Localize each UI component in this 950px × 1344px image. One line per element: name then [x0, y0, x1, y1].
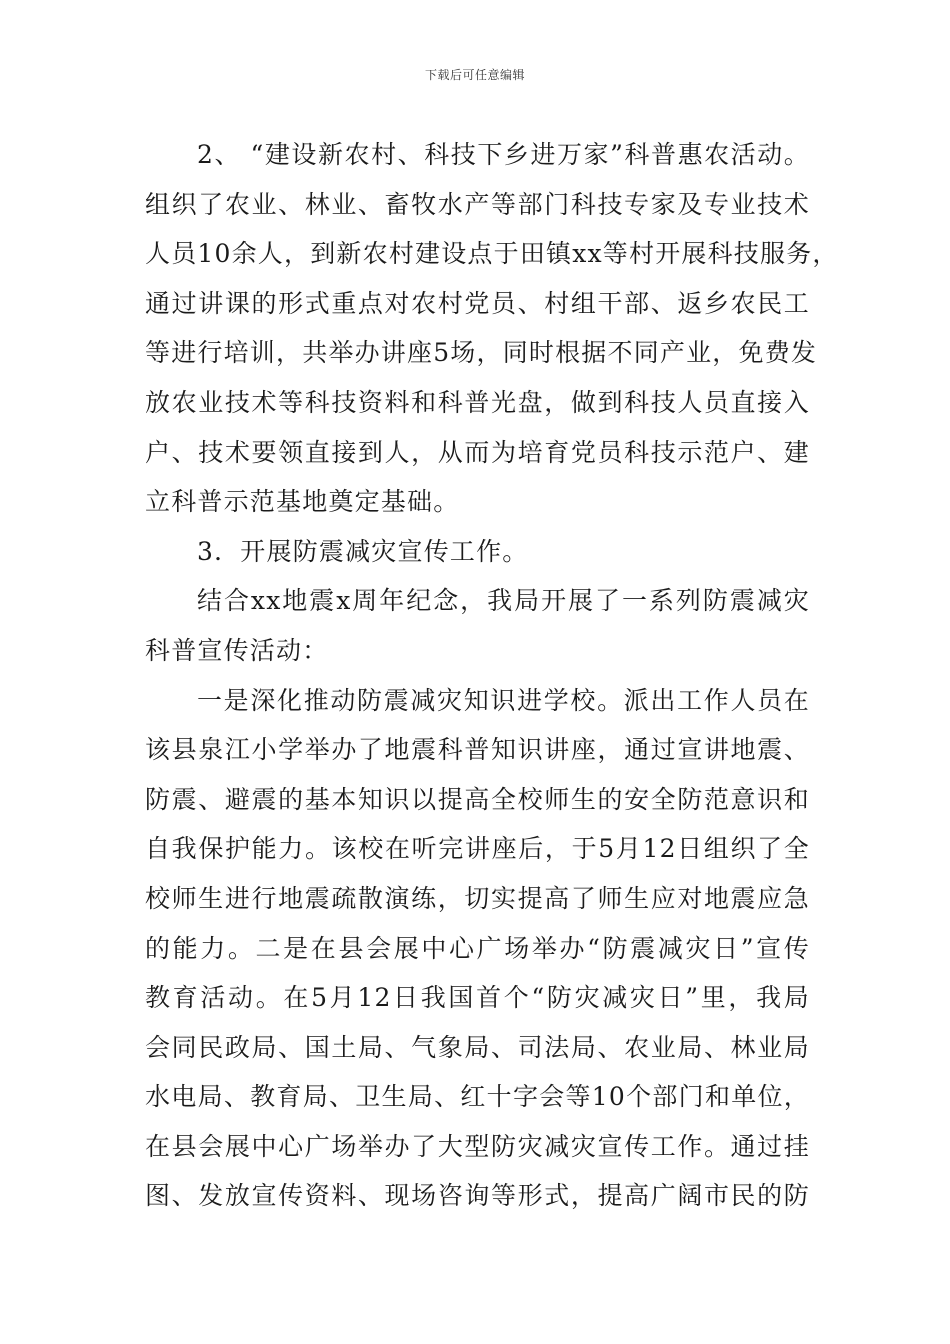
paragraph-line: 2、 “建设新农村、科技下乡进万家”科普惠农活动。: [197, 140, 810, 169]
paragraph-line: 放农业技术等科技资料和科普光盘，做到科技人员直接入: [145, 387, 810, 417]
section-heading: 3．开展防震减灾宣传工作。: [197, 536, 529, 566]
paragraph-line: 户、技术要领直接到人，从而为培育党员科技示范户、建: [145, 437, 810, 467]
page-header: 下载后可任意编辑: [424, 68, 525, 82]
document-body: [145, 130, 839, 1221]
paragraph-line: 自我保护能力。该校在听完讲座后，于5月12日组织了全: [145, 834, 810, 864]
paragraph-line: 人员10余人，到新农村建设点于田镇xx等村开展科技服务，: [145, 239, 839, 269]
paragraph-line: 结合xx地震x周年纪念，我局开展了一系列防震减灾: [197, 586, 810, 616]
paragraph-line: 在县会展中心广场举办了大型防灾减灾宣传工作。通过挂: [145, 1131, 810, 1161]
paragraph-line: 防震、避震的基本知识以提高全校师生的安全防范意识和: [145, 784, 810, 814]
paragraph-line: 教育活动。在5月12日我国首个“防灾减灾日”里，我局: [145, 983, 810, 1013]
paragraph-line: 校师生进行地震疏散演练，切实提高了师生应对地震应急: [145, 883, 810, 913]
paragraph-line: 等进行培训，共举办讲座5场，同时根据不同产业，免费发: [145, 338, 818, 368]
paragraph-line: 组织了农业、林业、畜牧水产等部门科技专家及专业技术: [145, 189, 810, 219]
paragraph-line: 科普宣传活动：: [145, 635, 329, 665]
paragraph-line: 该县泉江小学举办了地震科普知识讲座，通过宣讲地震、: [145, 735, 810, 765]
paragraph-line: 立科普示范基地奠定基础。: [145, 487, 460, 517]
paragraph-line: 图、发放宣传资料、现场咨询等形式，提高广阔市民的防: [145, 1181, 810, 1211]
paragraph-line: 通过讲课的形式重点对农村党员、村组干部、返乡农民工: [145, 288, 810, 318]
paragraph-line: 一是深化推动防震减灾知识进学校。派出工作人员在: [197, 685, 810, 715]
paragraph-line: 会同民政局、国土局、气象局、司法局、农业局、林业局: [145, 1032, 810, 1062]
paragraph-line: 水电局、教育局、卫生局、红十字会等10个部门和单位，: [145, 1082, 810, 1112]
paragraph-line: 的能力。二是在县会展中心广场举办“防震减灾日”宣传: [145, 933, 810, 963]
